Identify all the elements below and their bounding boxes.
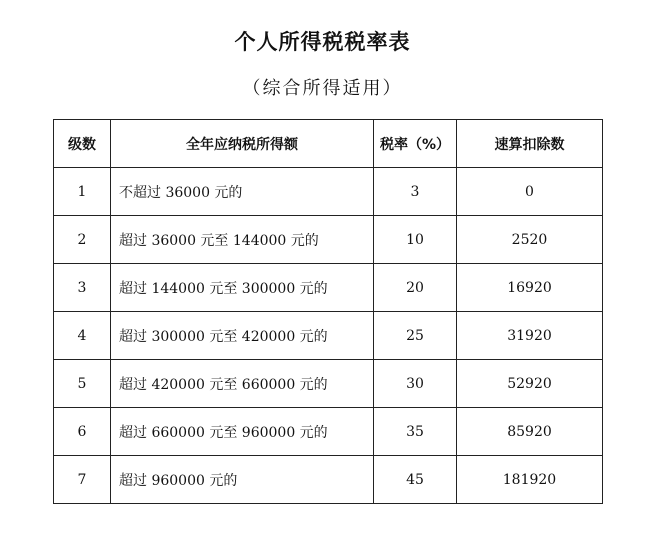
cell-level: 6 xyxy=(54,408,111,456)
cell-range: 超过 144000 元至 300000 元的 xyxy=(111,264,374,312)
table-row xyxy=(54,168,603,216)
cell-level: 5 xyxy=(54,360,111,408)
cell-deduction: 181920 xyxy=(457,456,603,504)
table-header-row xyxy=(54,120,603,168)
tax-rate-table xyxy=(53,119,603,504)
table-row xyxy=(54,408,603,456)
page-subtitle: （综合所得适用） xyxy=(242,78,403,99)
cell-rate: 10 xyxy=(374,216,457,264)
cell-level: 1 xyxy=(54,168,111,216)
page-title: 个人所得税税率表 xyxy=(234,30,411,54)
cell-range: 超过 300000 元至 420000 元的 xyxy=(111,312,374,360)
header-level: 级数 xyxy=(54,120,111,168)
cell-level: 3 xyxy=(54,264,111,312)
cell-rate: 3 xyxy=(374,168,457,216)
cell-range: 超过 36000 元至 144000 元的 xyxy=(111,216,374,264)
header-tax-rate: 税率（%） xyxy=(374,120,457,168)
cell-deduction: 2520 xyxy=(457,216,603,264)
table-row xyxy=(54,360,603,408)
cell-level: 2 xyxy=(54,216,111,264)
cell-range: 不超过 36000 元的 xyxy=(111,168,374,216)
cell-range: 超过 960000 元的 xyxy=(111,456,374,504)
cell-rate: 35 xyxy=(374,408,457,456)
table-row xyxy=(54,312,603,360)
cell-range: 超过 660000 元至 960000 元的 xyxy=(111,408,374,456)
table-row xyxy=(54,264,603,312)
cell-deduction: 31920 xyxy=(457,312,603,360)
cell-rate: 30 xyxy=(374,360,457,408)
cell-deduction: 16920 xyxy=(457,264,603,312)
table-row xyxy=(54,456,603,504)
cell-level: 7 xyxy=(54,456,111,504)
header-quick-deduction: 速算扣除数 xyxy=(457,120,603,168)
cell-rate: 25 xyxy=(374,312,457,360)
cell-deduction: 85920 xyxy=(457,408,603,456)
cell-level: 4 xyxy=(54,312,111,360)
cell-deduction: 52920 xyxy=(457,360,603,408)
cell-range: 超过 420000 元至 660000 元的 xyxy=(111,360,374,408)
cell-deduction: 0 xyxy=(457,168,603,216)
table-row xyxy=(54,216,603,264)
cell-rate: 45 xyxy=(374,456,457,504)
cell-rate: 20 xyxy=(374,264,457,312)
header-taxable-income: 全年应纳税所得额 xyxy=(111,120,374,168)
